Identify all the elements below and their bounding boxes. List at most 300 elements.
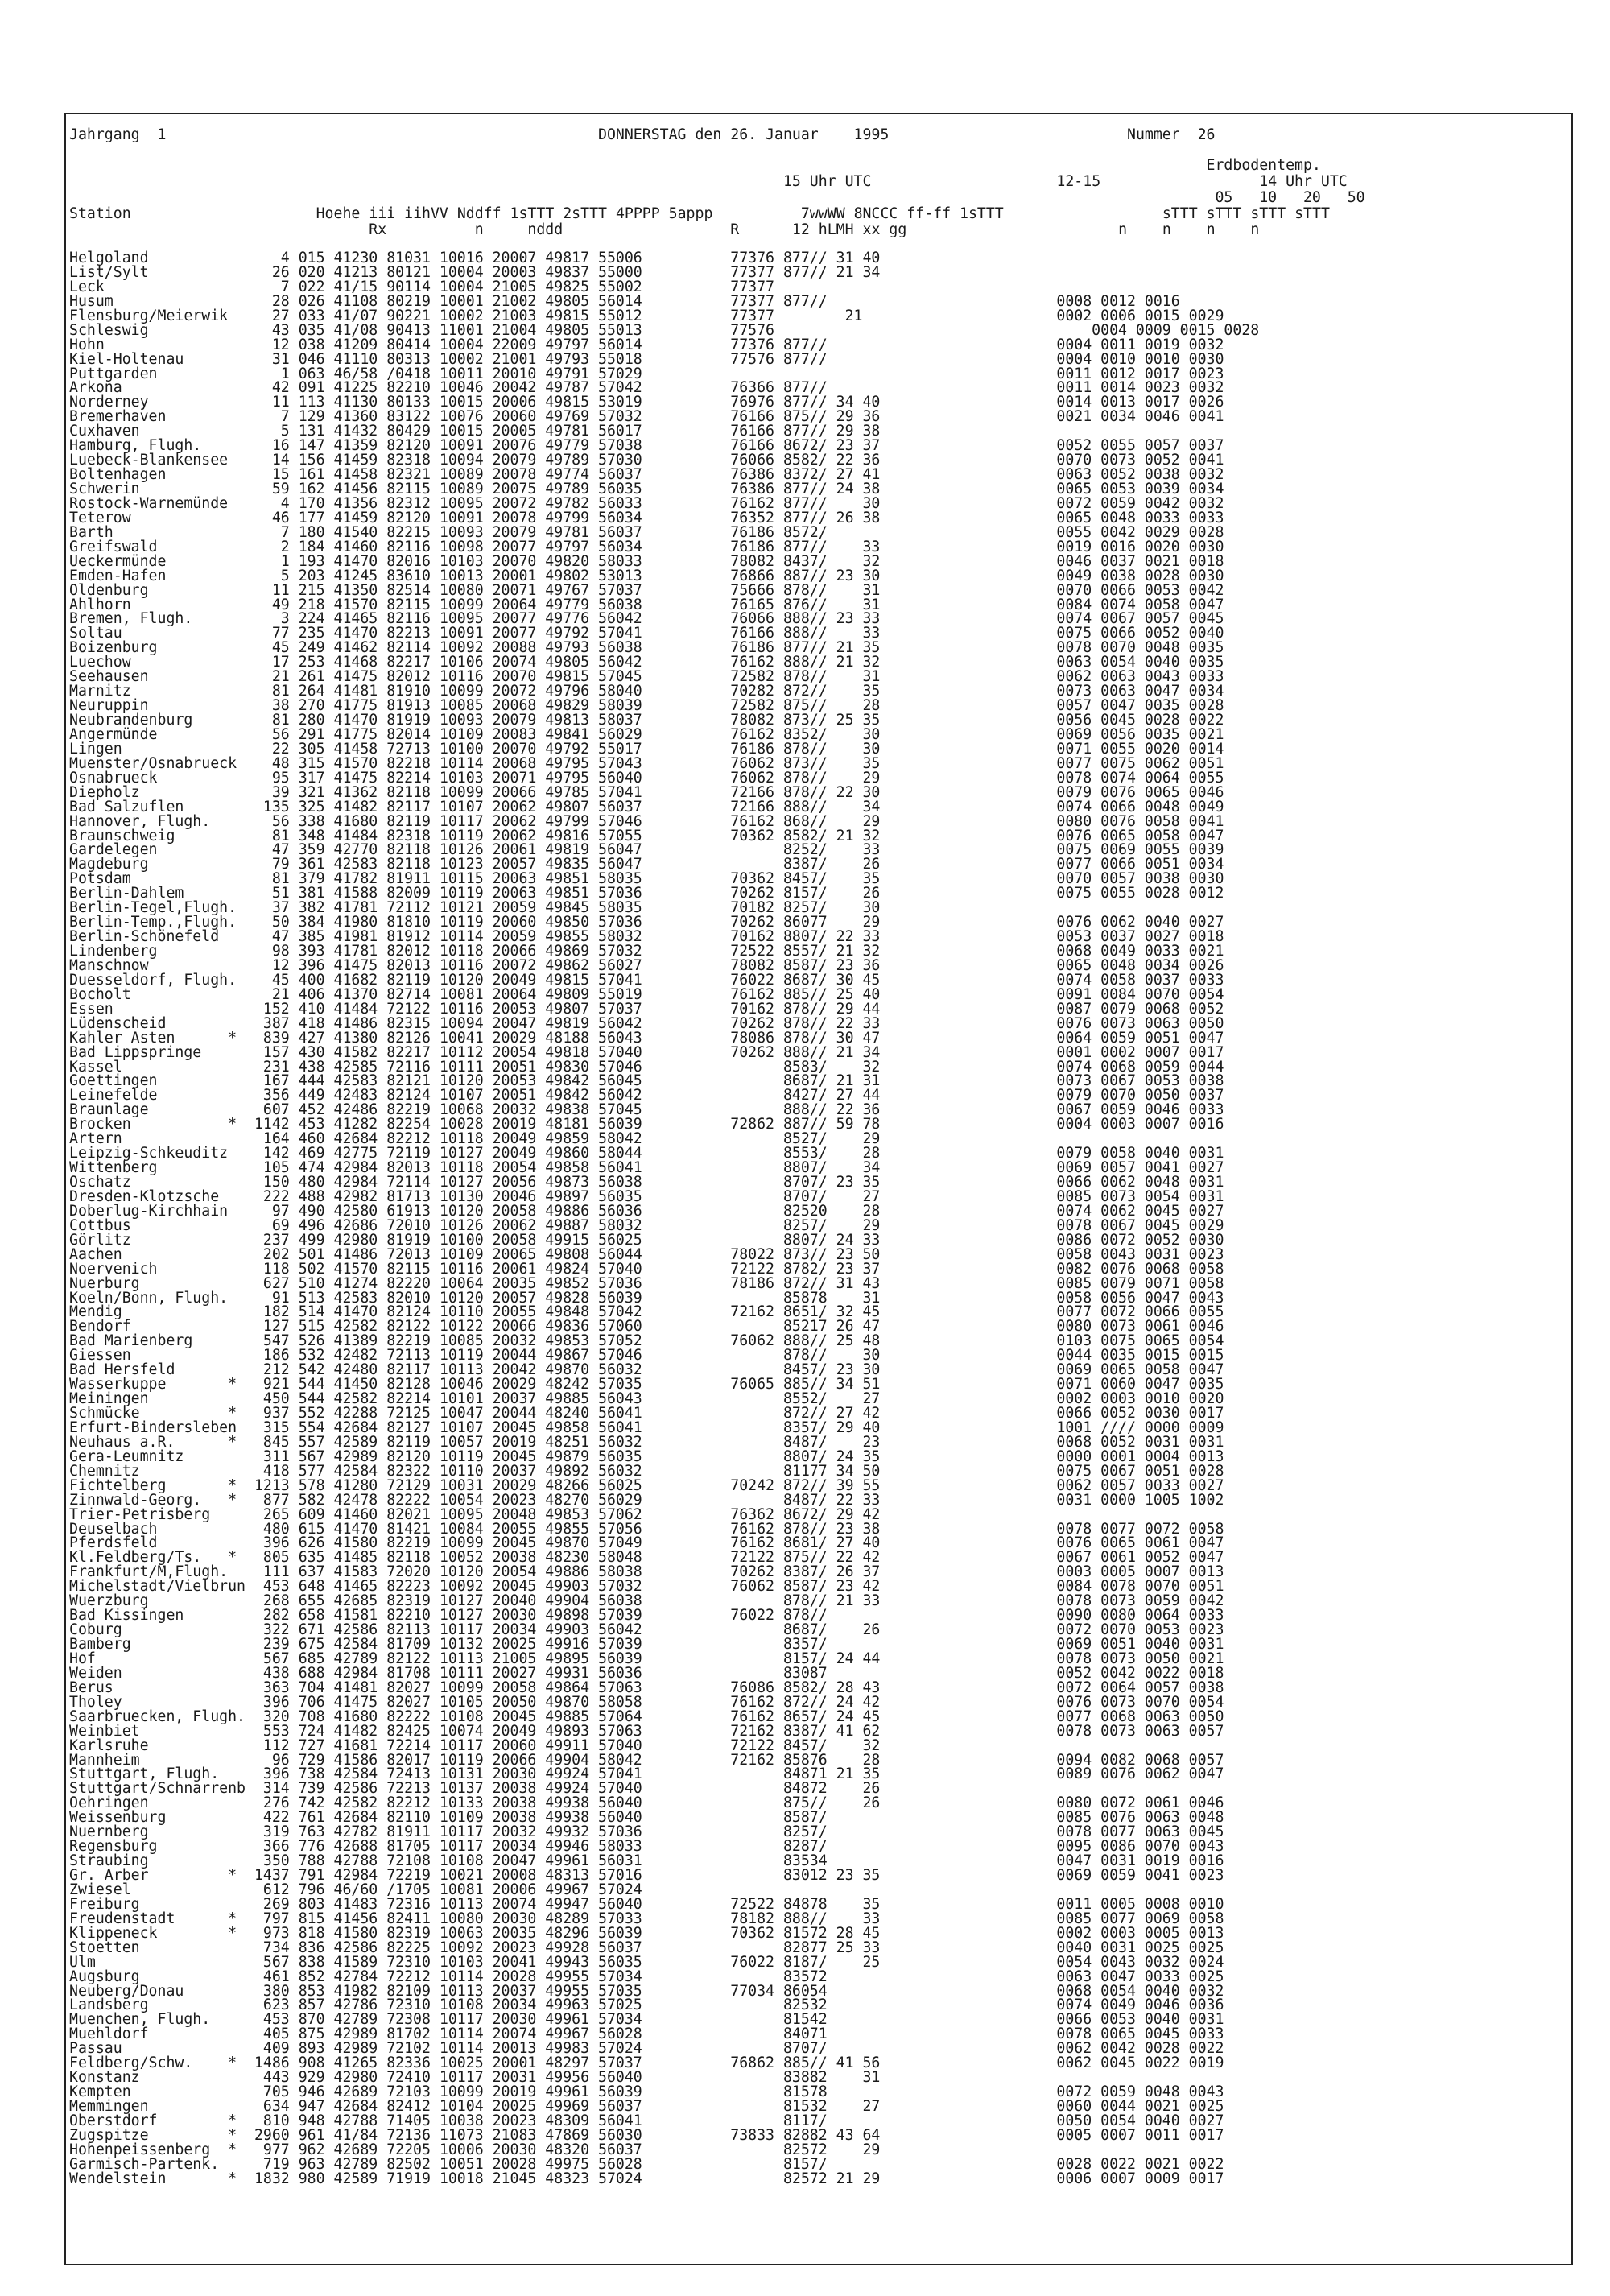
station-name: Marnitz [69,683,246,700]
station-values: 4 170 41356 82312 10095 20072 49782 56033 76162 877// 30 0072 0059 0042 0032 [246,494,1224,512]
station-name: Bremen, Flugh. [69,610,246,628]
station-table [69,251,1259,2187]
station-values: 50 384 41980 81810 10119 20060 49850 57036 70262 86077 29 0076 0062 0040 0027 [246,914,1224,931]
station-values: 51 381 41588 82009 10119 20063 49851 57036 70262 8157/ 26 0075 0055 0028 0012 [246,885,1224,902]
station-name: Helgoland [69,250,246,266]
col-nddd: nddd [527,221,564,238]
station-values: 1 063 46/58 /0418 10011 20010 49791 57029 0011 0012 0017 0023 [246,365,1224,382]
station-values: 405 875 42989 81702 10114 20074 49967 56028 84071 0078 0065 0045 0033 [246,2026,1224,2043]
station-values: 231 438 42585 72116 10111 20051 49830 57046 8583/ 32 0074 0068 0059 0044 [246,1058,1224,1076]
station-values: 45 400 41682 82119 10120 20049 49815 57041 76022 8687/ 30 45 0074 0058 0037 0033 [246,971,1224,989]
station-name: Lindenberg [69,943,246,960]
station-values: 810 948 42788 71405 10038 20023 48309 56041 8117/ 0050 0054 0040 0027 [246,2112,1224,2129]
header-line [69,127,1216,143]
col-hoehe: Hoehe [316,205,361,222]
station-name: Bocholt [69,985,246,1003]
station-values: 396 626 41580 82219 10099 20045 49870 57049 76162 8681/ 27 40 0076 0065 0061 0047 [246,1534,1224,1552]
station-name: Berlin-Schönefeld [69,928,246,946]
station-name: Chemnitz [69,1462,246,1480]
col-12: 12 [791,221,810,238]
station-values: 43 035 41/08 90413 11001 21004 49805 55013 77576 0004 0009 0015 0028 [246,321,1260,339]
station-values: 2960 961 41/84 72136 11073 21083 47869 56030 73833 82882 43 64 0005 0007 0011 0017 [246,2126,1224,2144]
station-name: Neuhaus a.R. * [69,1433,246,1451]
station-name: Zwiesel [69,1881,246,1898]
station-values: 380 853 41982 82109 10113 20037 49955 57035 77034 86054 0068 0054 0040 0032 [246,1982,1224,2000]
station-values: 14 156 41459 82318 10094 20079 49789 57030 76066 8582/ 22 36 0070 0073 0052 0041 [246,452,1224,469]
station-values: 202 501 41486 72013 10109 20065 49808 56044 78022 873// 23 50 0058 0043 0031 0023 [246,1245,1224,1263]
station-name: Saarbruecken, Flugh. [69,1708,246,1725]
station-values: 56 291 41775 82014 10109 20083 49841 56029 76162 8352/ 30 0069 0056 0035 0021 [246,725,1224,743]
station-values: 443 929 42980 72410 10117 20031 49956 56040 83882 31 [246,2069,881,2087]
station-name: Brocken * [69,1116,246,1134]
station-name: Barth [69,523,246,541]
station-values: 797 815 41456 82411 10080 20030 48289 57033 78182 888// 33 0085 0077 0069 0058 [246,1910,1224,1927]
station-name: Flensburg/Meierwik [69,307,246,324]
station-name: Artern [69,1130,246,1148]
station-values: 937 552 42288 72125 10047 20044 48240 56041 872// 27 42 0066 0052 0030 0017 [246,1405,1224,1422]
station-values: 268 655 42685 82319 10127 20040 49904 56038 878// 21 33 0078 0073 0059 0042 [246,1592,1224,1610]
station-values: 12 396 41475 82013 10116 20072 49862 56027 78082 8587/ 23 36 0065 0048 0034 0026 [246,956,1224,974]
station-name: Nuerburg [69,1274,246,1292]
station-name: Wuerzburg [69,1592,246,1610]
station-name: Tholey [69,1693,246,1711]
station-values: 3 224 41465 82116 10095 20077 49776 56042 76066 888// 23 33 0074 0067 0057 0045 [246,610,1224,628]
station-values: 356 449 42483 82124 10107 20051 49842 56042 8427/ 27 44 0079 0070 0050 0037 [246,1087,1224,1105]
station-values: 387 418 41486 82315 10094 20047 49819 56042 70262 878// 22 33 0076 0073 0063 0050 [246,1014,1224,1032]
station-values: 977 962 42689 72205 10006 20030 48320 56037 82572 29 [246,2141,881,2158]
station-name: Lingen [69,740,246,758]
col-iii: iii [369,205,396,222]
station-name: Erfurt-Bindersleben [69,1418,246,1436]
station-values: 81 264 41481 81910 10099 20072 49796 58040 70282 872// 35 0073 0063 0047 0034 [246,683,1224,700]
station-name: Kiel-Holtenau [69,350,246,368]
station-values: 319 763 42782 81911 10117 20032 49932 57036 8257/ 0078 0077 0063 0045 [246,1823,1224,1841]
station-values: 26 020 41213 80121 10004 20003 49837 55000 77377 877// 21 34 [246,263,881,281]
station-values: 105 474 42984 82013 10118 20054 49858 56041 8807/ 34 0069 0057 0041 0027 [246,1159,1224,1177]
col-1sttt: 1sTTT [510,205,555,222]
station-values: 366 776 42688 81705 10117 20034 49946 58033 8287/ 0095 0086 0070 0043 [246,1838,1224,1856]
station-name: Teterow [69,509,246,527]
station-name: Ahlhorn [69,596,246,613]
station-name: Essen [69,1000,246,1018]
station-name: Berlin-Temp.,Flugh. [69,914,246,931]
station-name: Doberlug-Kirchhain [69,1202,246,1220]
station-values: 112 727 41681 72214 10117 20060 49911 57040 72122 8457/ 32 [246,1736,881,1754]
col-n: n [474,221,484,238]
station-row [69,2172,1259,2187]
station-values: 7 129 41360 83122 10076 20060 49769 57032 76166 875// 29 36 0021 0034 0046 0041 [246,408,1224,426]
station-name: Weiden [69,1664,246,1682]
station-name: Hamburg, Flugh. [69,437,246,455]
station-values: 1 193 41470 82016 10103 20070 49820 58033 78082 8437/ 32 0046 0037 0021 0018 [246,552,1224,570]
station-values: 1142 453 41282 82254 10028 20019 48181 56039 72862 887// 59 78 0004 0003 0007 0016 [246,1116,1224,1134]
station-name: Ueckermünde [69,552,246,570]
station-values: 95 317 41475 82214 10103 20071 49795 56040 76062 878// 29 0078 0074 0064 0055 [246,769,1224,787]
station-values: 142 469 42775 72119 10127 20049 49860 58044 8553/ 28 0079 0058 0040 0031 [246,1145,1224,1162]
station-values: 21 406 41370 82714 10081 20064 49809 55019 76162 885// 25 40 0091 0084 0070 0054 [246,985,1224,1003]
station-values: 311 567 42989 82120 10119 20045 49879 56035 8807/ 24 35 0000 0001 0004 0013 [246,1447,1224,1465]
station-name: Michelstadt/Vielbrun [69,1578,246,1596]
station-values: 805 635 41485 82118 10052 20038 48230 58048 72122 875// 22 42 0067 0061 0052 0047 [246,1549,1224,1567]
station-values: 46 177 41459 82120 10091 20078 49799 56034 76352 877// 26 38 0065 0048 0033 0033 [246,509,1224,527]
station-name: Coburg [69,1621,246,1639]
station-values: 612 796 46/60 /1705 10081 20006 49967 57024 [246,1881,642,1898]
station-name: Freiburg [69,1895,246,1913]
station-values: 705 946 42689 72103 10099 20019 49961 56039 81578 0072 0059 0048 0043 [246,2083,1224,2101]
station-name: Wasserkuppe * [69,1376,246,1394]
station-name: Neubrandenburg [69,712,246,729]
station-name: Kassel [69,1058,246,1076]
station-name: Straubing [69,1852,246,1870]
station-name: Bendorf [69,1318,246,1336]
station-values: 320 708 41680 82222 10108 20045 49885 57064 76162 8657/ 24 45 0077 0068 0063 0050 [246,1708,1224,1725]
station-name: Osnabrueck [69,769,246,787]
station-name: Meiningen [69,1390,246,1408]
station-name: Bad Hersfeld [69,1361,246,1379]
station-values: 453 870 42789 72308 10117 20030 49961 57034 81542 0066 0053 0040 0031 [246,2011,1224,2029]
col-2sttt: 2sTTT [563,205,607,222]
station-name: Mannheim [69,1751,246,1769]
station-name: Cuxhaven [69,423,246,440]
station-values: 921 544 41450 82128 10046 20029 48242 57035 76065 885// 34 51 0071 0060 0047 0035 [246,1376,1224,1394]
station-values: 734 836 42586 82225 10092 20023 49928 56037 82877 25 33 0040 0031 0025 0025 [246,1939,1224,1956]
erdboden-title: Erdbodentemp. [1206,157,1321,174]
station-values: 315 554 42684 82127 10107 20045 49858 56041 8357/ 29 40 1001 //// 0000 0009 [246,1418,1224,1436]
station-values: 21 261 41475 82012 10116 20070 49815 57045 72582 878// 31 0062 0063 0043 0033 [246,668,1224,686]
station-values: 98 393 41781 82012 10118 20066 49869 57032 72522 8557/ 21 32 0068 0049 0033 0021 [246,943,1224,960]
station-name: Kahler Asten * [69,1029,246,1047]
station-values: 152 410 41484 72122 10116 20053 49807 57037 70162 878// 29 44 0087 0079 0068 0052 [246,1000,1224,1018]
station-values: 276 742 42582 82212 10133 20038 49938 56040 875// 26 0080 0072 0061 0046 [246,1794,1224,1812]
station-name: Frankfurt/M,Flugh. [69,1563,246,1581]
station-name: Puttgarden [69,365,246,382]
station-name: Wittenberg [69,1159,246,1177]
station-name: Koeln/Bonn, Flugh. [69,1289,246,1307]
station-values: 69 496 42686 72010 10126 20062 49887 58032 8257/ 29 0078 0067 0045 0029 [246,1216,1224,1234]
station-name: Augsburg [69,1968,246,1985]
station-values: 7 180 41540 82215 10093 20079 49781 56037 76186 8572/ 0055 0042 0029 0028 [246,523,1224,541]
station-values: 1486 908 41265 82336 10025 20001 48297 57037 76862 885// 41 56 0062 0045 0022 0019 [246,2054,1224,2072]
station-name: Giessen [69,1347,246,1365]
col-7wwww: 7wwWW [800,205,845,222]
station-values: 81 280 41470 81919 10093 20079 49813 58037 78082 873// 25 35 0056 0045 0028 0022 [246,712,1224,729]
station-values: 409 893 42989 72102 10114 20013 49983 57024 8707/ 0062 0042 0028 0022 [246,2040,1224,2058]
station-name: Luechow [69,654,246,671]
station-values: 28 026 41108 80219 10001 21002 49805 56014 77377 877// 0008 0012 0016 [246,292,1180,310]
station-values: 839 427 41380 82126 10041 20029 48188 56043 78086 878// 30 47 0064 0059 0051 0047 [246,1029,1224,1047]
station-values: 553 724 41482 82425 10074 20049 49893 57063 72162 8387/ 41 62 0078 0073 0063 0057 [246,1722,1224,1740]
station-name: Wendelstein * [69,2170,246,2187]
station-name: Feldberg/Schw. * [69,2054,246,2072]
station-values: 42 091 41225 82210 10046 20042 49787 57042 76366 877// 0011 0014 0023 0032 [246,379,1224,397]
station-values: 7 022 41/15 90114 10004 21005 49825 55002 77377 [246,278,774,295]
station-name: Soltau [69,625,246,642]
station-name: Norderney [69,394,246,411]
station-name: Berlin-Tegel,Flugh. [69,899,246,917]
station-name: Greifswald [69,538,246,555]
station-name: Braunlage [69,1101,246,1119]
col-nddff: Nddff [456,205,502,222]
issue-number: Nummer 26 [1127,126,1216,143]
station-values: 363 704 41481 82027 10099 20058 49864 57063 76086 8582/ 28 43 0072 0064 0057 0038 [246,1679,1224,1696]
station-name: Muenchen, Flugh. [69,2011,246,2029]
station-name: Gardelegen [69,841,246,859]
station-values: 91 513 42583 82010 10120 20057 49828 56039 85878 31 0058 0056 0047 0043 [246,1289,1224,1307]
station-name: Braunschweig [69,827,246,844]
station-name: Weissenburg [69,1809,246,1827]
station-name: Bad Lippspringe [69,1043,246,1061]
station-name: Arkona [69,379,246,397]
station-values: 59 162 41456 82115 10089 20075 49789 56035 76386 877// 24 38 0065 0053 0039 0034 [246,481,1224,498]
station-values: 314 739 42586 72213 10137 20038 49924 57040 84872 26 [246,1780,881,1798]
station-name: Deuselbach [69,1520,246,1538]
station-values: 22 305 41458 72713 10100 20070 49792 55017 76186 878// 30 0071 0055 0020 0014 [246,740,1224,758]
col-hlmh: hLMH [818,221,854,238]
station-name: Goettingen [69,1072,246,1090]
station-name: Hof [69,1650,246,1667]
station-values: 56 338 41680 82119 10117 20062 49799 57046 76162 868// 29 0080 0076 0058 0041 [246,812,1224,830]
station-name: Bad Marienberg [69,1332,246,1350]
station-values: 627 510 41274 82220 10064 20035 49852 57036 78186 872// 31 43 0085 0079 0071 0058 [246,1274,1224,1292]
col-xxgg: xx gg [862,221,907,238]
station-values: 37 382 41781 72112 10121 20059 49845 58035 70182 8257/ 30 [246,899,881,917]
col-5appp: 5appp [668,205,713,222]
station-name: Duesseldorf, Flugh. [69,971,246,989]
col-station: Station [69,205,131,222]
station-values: 96 729 41586 82017 10119 20066 49904 58042 72162 85876 28 0094 0082 0068 0057 [246,1751,1224,1769]
station-name: Zugspitze * [69,2126,246,2144]
station-name: Dresden-Klotzsche [69,1187,246,1205]
station-values: 453 648 41465 82223 10092 20045 49903 57032 76062 8587/ 23 42 0084 0078 0070 0051 [246,1578,1224,1596]
station-values: 607 452 42486 82219 10068 20032 49838 57045 888// 22 36 0067 0059 0046 0033 [246,1101,1224,1119]
station-values: 48 315 41570 82218 10114 20068 49795 57043 76062 873// 35 0077 0075 0062 0051 [246,754,1224,772]
station-name: Schwerin [69,481,246,498]
station-values: 282 658 41581 82210 10127 20030 49898 57039 76022 878// 0090 0080 0064 0033 [246,1607,1224,1625]
station-name: Neuberg/Donau [69,1982,246,2000]
station-name: Gera-Leumnitz [69,1447,246,1465]
station-name: Hannover, Flugh. [69,812,246,830]
station-name: Hohenpeissenberg * [69,2141,246,2158]
station-name: Görlitz [69,1231,246,1249]
station-values: 11 113 41130 80133 10015 20006 49815 53019 76976 877// 34 40 0014 0013 0017 0026 [246,394,1224,411]
station-name: Mendig [69,1303,246,1321]
col-rx: Rx [369,221,387,238]
station-values: 49 218 41570 82115 10099 20064 49779 56038 76165 876// 31 0084 0074 0058 0047 [246,596,1224,613]
station-name: Kl.Feldberg/Ts. * [69,1549,246,1567]
station-values: 422 761 42684 82110 10109 20038 49938 56040 8587/ 0085 0076 0063 0048 [246,1809,1224,1827]
station-values: 38 270 41775 81913 10085 20068 49829 58039 72582 875// 28 0057 0047 0035 0028 [246,697,1224,715]
station-name: Schleswig [69,321,246,339]
station-name: Aachen [69,1245,246,1263]
station-values: 322 671 42586 82113 10117 20034 49903 56042 8687/ 26 0072 0070 0053 0023 [246,1621,1224,1639]
station-name: Passau [69,2040,246,2058]
station-name: Memmingen [69,2098,246,2115]
col-soil-sttt: sTTT sTTT sTTT sTTT [1162,205,1330,222]
station-values: 2 184 41460 82116 10098 20077 49797 56034 76186 877// 33 0019 0016 0020 0030 [246,538,1224,555]
station-name: Fichtelberg * [69,1476,246,1494]
station-name: Weinbiet [69,1722,246,1740]
column-subheaders [69,222,1259,238]
station-name: Stoetten [69,1939,246,1956]
station-values: 212 542 42480 82117 10113 20042 49870 56032 8457/ 23 30 0069 0065 0058 0047 [246,1361,1224,1379]
station-name: Emden-Hafen [69,567,246,584]
station-name: Gr. Arber * [69,1867,246,1884]
station-values: 39 321 41362 82118 10099 20066 49785 57041 72166 878// 22 30 0079 0076 0065 0046 [246,783,1224,801]
station-name: Boizenburg [69,639,246,657]
station-values: 237 499 42980 81919 10100 20058 49915 56025 8807/ 24 33 0086 0072 0052 0030 [246,1231,1224,1249]
station-values: 239 675 42584 81709 10132 20025 49916 57039 8357/ 0069 0051 0040 0031 [246,1636,1224,1653]
range-12-15-label: 12-15 [1056,173,1101,190]
station-name: Bremerhaven [69,408,246,426]
station-values: 438 688 42984 81708 10111 20027 49931 56036 83087 0052 0042 0022 0018 [246,1664,1224,1682]
station-name: Angermünde [69,725,246,743]
station-name: List/Sylt [69,263,246,281]
station-values: 5 203 41245 83610 10013 20001 49802 53013 76866 887// 23 30 0049 0038 0028 0030 [246,567,1224,584]
station-values: 5 131 41432 80429 10015 20005 49781 56017 76166 877// 29 38 [246,423,881,440]
station-name: Diepholz [69,783,246,801]
station-name: Leinefelde [69,1087,246,1105]
station-name: Lüdenscheid [69,1014,246,1032]
uhr15-label: 15 Uhr UTC [782,173,872,190]
station-values: 350 788 42788 72108 10108 20047 49961 56031 83534 0047 0031 0019 0016 [246,1852,1224,1870]
station-values: 150 480 42984 72114 10127 20056 49873 56038 8707/ 23 35 0066 0062 0048 0031 [246,1174,1224,1191]
station-name: Seehausen [69,668,246,686]
station-values: 461 852 42784 72212 10114 20028 49955 57034 83572 0063 0047 0033 0025 [246,1968,1224,1985]
station-name: Schmücke * [69,1405,246,1422]
station-name: Oberstdorf * [69,2112,246,2129]
station-name: Cottbus [69,1216,246,1234]
station-name: Landsberg [69,1997,246,2014]
col-1sttt-b: 1sTTT [960,205,1004,222]
station-values: 1437 791 42984 72219 10021 20008 48313 57016 83012 23 35 0069 0059 0041 0023 [246,1867,1224,1884]
col-iihvv: iihVV [404,205,448,222]
station-values: 623 857 42786 72310 10108 20034 49963 57025 82532 0074 0049 0046 0036 [246,1997,1224,2014]
station-values: 845 557 42589 82119 10057 20019 48251 56032 8487/ 23 0068 0052 0031 0031 [246,1433,1224,1451]
col-ffff: ff-ff [906,205,952,222]
station-name: Boltenhagen [69,466,246,484]
station-name: Klippeneck * [69,1924,246,1942]
station-values: 45 249 41462 82114 10092 20088 49793 56038 76186 877// 21 35 0078 0070 0048 0035 [246,639,1224,657]
station-name: Pferdsfeld [69,1534,246,1552]
station-values: 450 544 42582 82214 10101 20037 49885 56043 8552/ 27 0002 0003 0010 0020 [246,1390,1224,1408]
station-name: Hohn [69,336,246,353]
station-values: 79 361 42583 82118 10123 20057 49835 56047 8387/ 26 0077 0066 0051 0034 [246,856,1224,873]
station-name: Karlsruhe [69,1736,246,1754]
col-4pppp: 4PPPP [615,205,660,222]
station-name: Potsdam [69,870,246,888]
station-values: 480 615 41470 81421 10084 20055 49855 57056 76162 878// 23 38 0078 0077 0072 0058 [246,1520,1224,1538]
station-name: Oldenburg [69,581,246,599]
station-values: 127 515 42582 82122 10122 20066 49836 57060 85217 26 47 0080 0073 0061 0046 [246,1318,1224,1336]
station-values: 135 325 41482 82117 10107 20062 49807 56037 72166 888// 34 0074 0066 0048 0049 [246,798,1224,816]
header-line-erdboden [69,158,1321,174]
erdboden-time: 14 Uhr UTC [1259,173,1348,190]
station-name: Manschnow [69,956,246,974]
station-values: 186 532 42482 72113 10119 20044 49867 57046 878// 30 0044 0035 0015 0015 [246,1347,1224,1365]
station-name: Leipzig-Schkeuditz [69,1145,246,1162]
station-values: 31 046 41110 80313 10002 21001 49793 55018 77576 877// 0004 0010 0010 0030 [246,350,1224,368]
station-name: Bad Salzuflen [69,798,246,816]
station-values: 1213 578 41280 72129 10031 20029 48266 56025 70242 872// 39 55 0062 0057 0033 0027 [246,1476,1224,1494]
station-name: Muenster/Osnabrueck [69,754,246,772]
station-name: Oehringen [69,1794,246,1812]
station-name: Nuernberg [69,1823,246,1841]
report-date: DONNERSTAG den 26. Januar 1995 [598,126,890,143]
station-values: 396 738 42584 72413 10131 20030 49924 57041 84871 21 35 0089 0076 0062 0047 [246,1765,1224,1783]
station-name: Magdeburg [69,856,246,873]
station-values: 269 803 41483 72316 10113 20074 49947 56040 72522 84878 35 0011 0005 0008 0010 [246,1895,1224,1913]
station-name: Rostock-Warnemünde [69,494,246,512]
station-values: 12 038 41209 80414 10004 22009 49797 56014 77376 877// 0004 0011 0019 0032 [246,336,1224,353]
station-values: 634 947 42684 82412 10104 20025 49969 56037 81532 27 0060 0044 0021 0025 [246,2098,1224,2115]
station-name: Oschatz [69,1174,246,1191]
station-name: Stuttgart/Schnarrenb [69,1780,246,1798]
col-8nccc: 8NCCC [853,205,898,222]
station-values: 265 609 41460 82021 10095 20048 49853 57062 76362 8672/ 29 42 [246,1505,881,1523]
jahrgang-label: Jahrgang 1 [69,126,167,143]
station-name: Stuttgart, Flugh. [69,1765,246,1783]
station-name: Konstanz [69,2069,246,2087]
station-name: Bamberg [69,1636,246,1653]
station-name: Kempten [69,2083,246,2101]
station-values: 17 253 41468 82217 10106 20074 49805 56042 76162 888// 21 32 0063 0054 0040 0035 [246,654,1224,671]
station-name: Regensburg [69,1838,246,1856]
station-values: 567 685 42789 82122 10113 21005 49895 56039 8157/ 24 44 0078 0073 0050 0021 [246,1650,1224,1667]
station-values: 396 706 41475 82027 10105 20050 49870 58058 76162 872// 24 42 0076 0073 0070 0054 [246,1693,1224,1711]
station-values: 719 963 42789 82502 10051 20028 49975 56028 8157/ 0028 0022 0021 0022 [246,2155,1224,2173]
station-values: 15 161 41458 82321 10089 20078 49774 56037 76386 8372/ 27 41 0063 0052 0038 0032 [246,466,1224,484]
station-name: Ulm [69,1953,246,1971]
column-headers [69,206,1330,222]
station-values: 167 444 42583 82121 10120 20053 49842 56045 8687/ 21 31 0073 0067 0053 0038 [246,1072,1224,1090]
station-values: 157 430 41582 82217 10112 20054 49818 57040 70262 888// 21 34 0001 0002 0007 0017 [246,1043,1224,1061]
station-values: 418 577 42584 82322 10110 20037 49892 56032 81177 34 50 0075 0067 0051 0028 [246,1462,1224,1480]
station-values: 4 015 41230 81031 10016 20007 49817 55006 77376 877// 31 40 [246,250,881,266]
station-name: Neuruppin [69,697,246,715]
station-name: Luebeck-Blankensee [69,452,246,469]
col-soil-n: n n n n [1118,221,1260,238]
station-values: 47 359 42770 82118 10126 20061 49819 56047 8252/ 33 0075 0069 0055 0039 [246,841,1224,859]
station-name: Noervenich [69,1260,246,1278]
station-name: Muehldorf [69,2026,246,2043]
station-values: 567 838 41589 72310 10103 20041 49943 56035 76022 8187/ 25 0054 0043 0032 0024 [246,1953,1224,1971]
station-name: Leck [69,278,246,295]
header-line-times [69,174,1348,190]
station-values: 1832 980 42589 71919 10018 21045 48323 57024 82572 21 29 0006 0007 0009 0017 [246,2170,1224,2187]
col-r: R [730,221,740,238]
station-name: Berlin-Dahlem [69,885,246,902]
station-values: 77 235 41470 82213 10091 20077 49792 57041 76166 888// 33 0075 0066 0052 0040 [246,625,1224,642]
station-name: Trier-Petrisberg [69,1505,246,1523]
station-values: 547 526 41389 82219 10085 20032 49853 57052 76062 888// 25 48 0103 0075 0065 0054 [246,1332,1224,1350]
station-name: Bad Kissingen [69,1607,246,1625]
station-values: 118 502 41570 82115 10116 20061 49824 57040 72122 8782/ 23 37 0082 0076 0068 0058 [246,1260,1224,1278]
header-line-depths [69,190,1365,206]
station-values: 47 385 41981 81912 10114 20059 49855 58032 70162 8807/ 22 33 0053 0037 0027 0018 [246,928,1224,946]
station-values: 81 379 41782 81911 10115 20063 49851 58035 70362 8457/ 35 0070 0057 0038 0030 [246,870,1224,888]
station-values: 877 582 42478 82222 10054 20023 48270 56029 8487/ 22 33 0031 0000 1005 1002 [246,1491,1224,1509]
station-values: 182 514 41470 82124 10110 20055 49848 57042 72162 8651/ 32 45 0077 0072 0066 0055 [246,1303,1224,1321]
station-values: 27 033 41/07 90221 10002 21003 49815 55012 77377 21 0002 0006 0015 0029 [246,307,1224,324]
station-values: 222 488 42982 81713 10130 20046 49897 56035 8707/ 27 0085 0073 0054 0031 [246,1187,1224,1205]
station-values: 16 147 41359 82120 10091 20076 49779 57038 76166 8672/ 23 37 0052 0055 0057 0037 [246,437,1224,455]
station-name: Freudenstadt * [69,1910,246,1927]
station-values: 81 348 41484 82318 10119 20062 49816 57055 70362 8582/ 21 32 0076 0065 0058 0047 [246,827,1224,844]
station-values: 973 818 41580 82319 10063 20035 48296 56039 70362 81572 28 45 0002 0003 0005 0013 [246,1924,1224,1942]
station-values: 11 215 41350 82514 10080 20071 49767 57037 75666 878// 31 0070 0066 0053 0042 [246,581,1224,599]
station-values: 111 637 41583 72020 10120 20054 49886 58038 70262 8387/ 26 37 0003 0005 0007 0013 [246,1563,1224,1581]
station-name: Zinnwald-Georg. * [69,1491,246,1509]
